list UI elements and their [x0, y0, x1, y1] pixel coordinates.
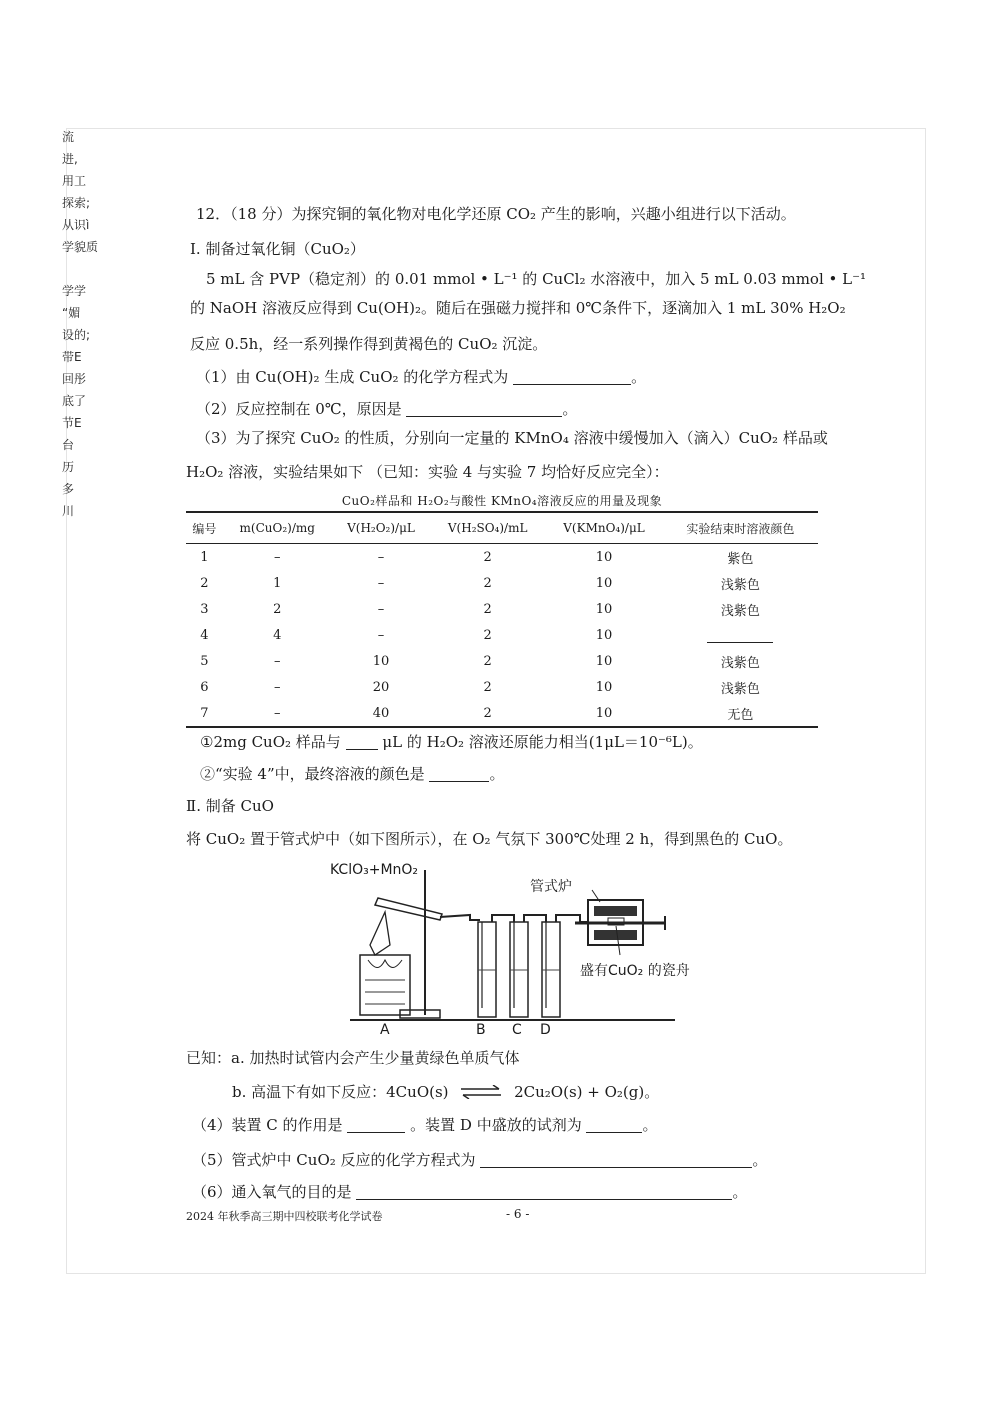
margin-fragment: 学貌质	[62, 240, 99, 254]
known-a: 已知：a. 加热时试管内会产生少量黄绿色单质气体	[186, 1049, 520, 1067]
table-row	[186, 622, 818, 648]
margin-fragment: 底了	[62, 394, 87, 408]
table-cell[interactable]	[663, 622, 818, 648]
margin-fragments	[62, 130, 102, 526]
q1-end: 。	[631, 368, 647, 386]
table-cell: 4	[200, 627, 209, 643]
table-cell: –	[273, 653, 281, 669]
table-header-cell: m(CuO₂)/mg	[223, 512, 332, 544]
label-c: C	[512, 1022, 522, 1038]
q6-end: 。	[732, 1183, 748, 1201]
margin-fragment: 回彤	[62, 372, 87, 386]
label-b: B	[476, 1022, 486, 1038]
table-cell: –	[377, 549, 385, 565]
table-cell: 1	[273, 575, 282, 591]
sub1-post: μL 的 H₂O₂ 溶液还原能力相当(1μL＝10⁻⁶L)。	[382, 733, 703, 751]
table-cell: 紫色	[727, 551, 754, 567]
table-row	[186, 700, 818, 727]
q6-text: （6）通入氧气的目的是	[192, 1183, 352, 1201]
q2-blank[interactable]	[406, 400, 562, 417]
para1-line2: 的 NaOH 溶液反应得到 Cu(OH)₂。随后在强磁力搅拌和 0℃条件下，逐滴加入 1 mL 30% H₂O₂	[190, 299, 846, 317]
q4-end: 。	[642, 1116, 658, 1134]
table-cell: 10	[595, 679, 613, 695]
table-cell: 浅紫色	[720, 681, 760, 697]
known-b-post: 2Cu₂O(s) + O₂(g)。	[514, 1083, 660, 1101]
q6-line	[192, 1182, 747, 1202]
table-cell: 10	[595, 575, 613, 591]
table-cell: 10	[595, 705, 613, 721]
table-cell: 5	[200, 653, 209, 669]
sub1-line	[200, 732, 703, 752]
margin-fragment: “媚	[62, 306, 81, 320]
table-cell: 10	[595, 653, 613, 669]
q3-line2: H₂O₂ 溶液，实验结果如下 （已知：实验 4 与实验 7 均恰好反应完全）：	[186, 463, 669, 481]
para1-line1: 5 mL 含 PVP（稳定剂）的 0.01 mmol • L⁻¹ 的 CuCl₂ 水溶液中，加入 5 mL 0.03 mmol • L⁻¹	[206, 270, 867, 288]
table-cell: 7	[200, 705, 209, 721]
footer-title: 2024 年秋季高三期中四校联考化学试卷	[186, 1210, 383, 1223]
margin-fragment: 川	[62, 504, 75, 518]
label-kclo3: KClO₃+MnO₂	[330, 862, 419, 878]
table-cell: 10	[595, 627, 613, 643]
table-cell: 4	[273, 627, 282, 643]
q1-line	[196, 367, 646, 387]
table-cell: 2	[483, 627, 492, 643]
table-caption: CuO₂样品和 H₂O₂与酸性 KMnO₄溶液反应的用量及现象	[341, 494, 663, 508]
part2-title: Ⅱ. 制备 CuO	[186, 797, 274, 815]
table-cell: 10	[372, 653, 390, 669]
table-cell: 2	[483, 549, 492, 565]
table-cell: 2	[483, 653, 492, 669]
table-header-cell: V(H₂O₂)/μL	[332, 512, 430, 544]
q4-pre: （4）装置 C 的作用是	[192, 1116, 343, 1134]
table-cell: 1	[200, 549, 209, 565]
experiment-table	[186, 511, 818, 728]
table-cell: 40	[372, 705, 390, 721]
margin-fragment: 进,	[62, 152, 78, 166]
table-cell: 10	[595, 549, 613, 565]
table-cell: 浅紫色	[720, 655, 760, 671]
table-header-cell: V(KMnO₄)/μL	[545, 512, 663, 544]
table-cell: 2	[200, 575, 209, 591]
label-a: A	[380, 1022, 390, 1038]
apparatus-figure	[330, 860, 690, 1045]
table-cell: 浅紫色	[720, 577, 760, 593]
q1-text: （1）由 Cu(OH)₂ 生成 CuO₂ 的化学方程式为	[196, 368, 509, 386]
q4-mid: 。装置 D 中盛放的试剂为	[410, 1116, 582, 1134]
table-cell: 2	[483, 601, 492, 617]
q5-text: （5）管式炉中 CuO₂ 反应的化学方程式为	[192, 1151, 476, 1169]
table-cell: –	[273, 679, 281, 695]
q1-blank[interactable]	[513, 368, 631, 385]
margin-fragment	[62, 262, 102, 284]
table-row	[186, 596, 818, 622]
q4-blank-1[interactable]	[347, 1116, 405, 1133]
part1-title: Ⅰ. 制备过氧化铜（CuO₂）	[190, 240, 365, 258]
margin-fragment: 流	[62, 130, 75, 144]
known-b	[232, 1082, 659, 1102]
table-cell: –	[273, 549, 281, 565]
q5-blank[interactable]	[480, 1151, 752, 1168]
para1-line3: 反应 0.5h，经一系列操作得到黄褐色的 CuO₂ 沉淀。	[190, 335, 548, 353]
table-cell: 6	[200, 679, 209, 695]
margin-fragment: 探索;	[62, 196, 91, 210]
question-intro: 12．（18 分）为探究铜的氧化物对电化学还原 CO₂ 产生的影响，兴趣小组进行以下活动。	[196, 205, 796, 223]
q2-text: （2）反应控制在 0℃，原因是	[196, 400, 402, 418]
table-cell: –	[377, 575, 385, 591]
table-row	[186, 648, 818, 674]
q5-line	[192, 1150, 767, 1170]
sub2-pre: ②“实验 4”中，最终溶液的颜色是	[200, 765, 425, 783]
known-b-pre: b. 高温下有如下反应：4CuO(s)	[232, 1083, 449, 1101]
q5-end: 。	[752, 1151, 768, 1169]
margin-fragment: 设的;	[62, 328, 91, 342]
table-answer-blank[interactable]	[707, 626, 773, 643]
sub2-post: 。	[489, 765, 505, 783]
margin-fragment: 带E	[62, 350, 82, 364]
table-cell: 2	[483, 679, 492, 695]
q6-blank[interactable]	[356, 1183, 732, 1200]
table-header-cell: 编号	[186, 512, 223, 544]
q2-line	[196, 399, 577, 419]
q3-line1: （3）为了探究 CuO₂ 的性质，分别向一定量的 KMnO₄ 溶液中缓慢加入（滴入）CuO₂ 样品或	[196, 429, 828, 447]
table-cell: 无色	[727, 707, 754, 723]
table-cell: 浅紫色	[720, 603, 760, 619]
margin-fragment: 历	[62, 460, 75, 474]
table-row	[186, 570, 818, 596]
margin-fragment: 从识ì	[62, 218, 90, 232]
part2-text: 将 CuO₂ 置于管式炉中（如下图所示），在 O₂ 气氛下 300℃处理 2 h，得到黑色的 CuO。	[186, 830, 793, 848]
table-cell: 3	[200, 601, 209, 617]
q4-blank-2[interactable]	[586, 1116, 642, 1133]
apparatus-drawing	[330, 860, 690, 1045]
sub1-pre: ①2mg CuO₂ 样品与	[200, 733, 341, 751]
q4-line	[192, 1115, 658, 1135]
equilibrium-arrow-icon	[459, 1085, 503, 1099]
label-boat: 盛有CuO₂ 的瓷舟	[580, 963, 690, 979]
sub2-blank[interactable]	[429, 765, 489, 782]
table-row	[186, 544, 818, 571]
table-cell: 2	[483, 575, 492, 591]
label-furnace: 管式炉	[530, 879, 572, 895]
table-cell: 2	[483, 705, 492, 721]
sub2-line	[200, 764, 504, 784]
table-cell: 10	[595, 601, 613, 617]
table-row	[186, 674, 818, 700]
table-cell: –	[377, 601, 385, 617]
margin-fragment: 台	[62, 438, 75, 452]
page-number: - 6 -	[506, 1207, 530, 1221]
table-header-cell: 实验结束时溶液颜色	[663, 512, 818, 544]
table-cell: –	[273, 705, 281, 721]
table-header-cell: V(H₂SO₄)/mL	[430, 512, 545, 544]
table-cell: 2	[273, 601, 282, 617]
margin-fragment: 用工	[62, 174, 87, 188]
margin-fragment: 多	[62, 482, 75, 496]
q2-end: 。	[562, 400, 578, 418]
margin-fragment: 学学	[62, 284, 87, 298]
table-cell: –	[377, 627, 385, 643]
sub1-blank[interactable]	[346, 733, 378, 750]
table-cell: 20	[372, 679, 390, 695]
margin-fragment: 节E	[62, 416, 82, 430]
label-d: D	[540, 1022, 551, 1038]
